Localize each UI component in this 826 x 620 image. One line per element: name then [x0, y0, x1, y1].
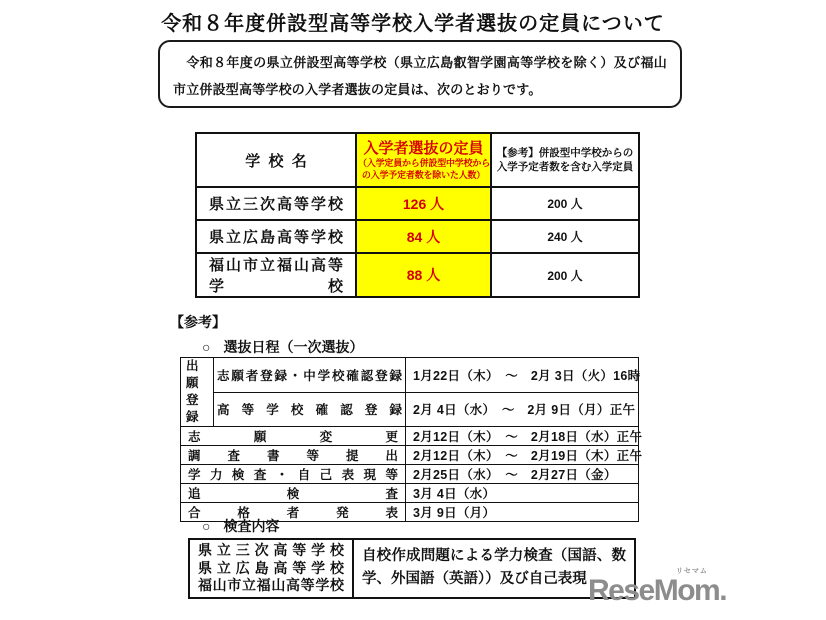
- resemom-logo-text: ReseMom.: [588, 574, 727, 607]
- resemom-logo-ruby: リセマム: [676, 568, 708, 575]
- schedule-step-label: 追検査: [181, 484, 406, 503]
- schedule-row: [181, 446, 639, 465]
- schedule-step-date: 2月 4日（水） ～ 2月 9日（月）正午: [406, 392, 639, 427]
- quota-table-row: [196, 253, 639, 297]
- reference-header-line1: 【参考】併設型中学校からの: [496, 147, 634, 159]
- schedule-step-label: 高等学校確認登録: [214, 392, 406, 427]
- quota-header-note-line2: の入学予定者数を除いた人数）: [361, 169, 486, 180]
- reference-section-label: 【参考】: [170, 314, 226, 330]
- school-name-cell: 福山市立福山高等学校: [196, 253, 356, 297]
- schedule-heading-label: 選抜日程（一次選抜）: [223, 339, 364, 355]
- schedule-step-date: 3月 4日（水）: [406, 484, 639, 503]
- quota-table-header-row: [196, 133, 639, 187]
- schedule-step-date: 2月25日（水） ～ 2月27日（金）: [406, 465, 639, 484]
- reference-value-cell: 240 人: [491, 220, 639, 253]
- schedule-step-date: 1月22日（木） ～ 2月 3日（火）16時: [406, 358, 639, 393]
- exam-school-name: 福山市立福山高等学校: [198, 577, 344, 593]
- schedule-step-label: 志願変更: [181, 427, 406, 446]
- quota-header-note-line1: （入学定員から併設型中学校から: [358, 158, 491, 168]
- reference-value-cell: 200 人: [491, 187, 639, 220]
- schedule-row: [181, 465, 639, 484]
- schedule-step-label: 合格者発表: [181, 503, 406, 522]
- schedule-step-label: 志願者登録・中学校確認登録: [214, 358, 406, 393]
- quota-value-cell: 126 人: [356, 187, 491, 220]
- exam-schools-cell: [189, 539, 353, 598]
- schedule-section-heading: [202, 337, 363, 357]
- intro-box: [158, 40, 682, 108]
- quota-table-row: [196, 220, 639, 253]
- quota-value-cell: 88 人: [356, 253, 491, 297]
- school-name-cell: 県立広島高等学校: [196, 220, 356, 253]
- circle-bullet-icon: ○: [202, 518, 211, 534]
- exam-school-name: 県立三次高等学校: [198, 542, 344, 558]
- quota-table-header-reference: [491, 133, 639, 187]
- school-name-cell: 県立三次高等学校: [196, 187, 356, 220]
- resemom-logo: [588, 568, 728, 606]
- schedule-step-date: 2月12日（木） ～ 2月19日（木）正午: [406, 446, 639, 465]
- quota-table-header-school: 学校名: [196, 133, 356, 187]
- schedule-row-applicant-registration: [181, 358, 639, 393]
- quota-table-row: [196, 187, 639, 220]
- schedule-row: [181, 427, 639, 446]
- quota-header-title: 入学者選抜の定員: [363, 140, 484, 157]
- exam-heading-label: 検査内容: [223, 518, 280, 534]
- exam-school-name: 県立広島高等学校: [198, 559, 344, 576]
- schedule-table: [180, 357, 643, 522]
- exam-section-heading: [202, 516, 279, 536]
- intro-text: 令和８年度の県立併設型高等学校（県立広島叡智学園高等学校を除く）及び福山市立併設型高等学校の入学者選抜の定員は、次のとおりです。: [173, 55, 667, 97]
- schedule-step-label: 調査書等提出: [181, 446, 406, 465]
- schedule-step-date: 3月 9日（月）: [406, 503, 639, 522]
- quota-table-header-quota: [356, 133, 491, 187]
- registration-label-line2: 登録: [186, 393, 199, 424]
- schedule-step-date: 2月12日（木） ～ 2月18日（水）正午: [406, 427, 639, 446]
- page-title: 令和８年度併設型高等学校入学者選抜の定員について: [161, 13, 665, 35]
- circle-bullet-icon: ○: [202, 339, 211, 355]
- registration-label-line1: 出願: [186, 359, 199, 390]
- exam-table-row: [189, 539, 635, 598]
- reference-header-line2: 入学予定者数を含む入学定員: [496, 161, 634, 173]
- schedule-row-school-confirmation: [181, 392, 639, 427]
- quota-table: [195, 132, 640, 298]
- schedule-step-label: 学力検査・自己表現等: [181, 465, 406, 484]
- exam-content-table: [188, 538, 636, 599]
- exam-content-cell: 自校作成問題による学力検査（国語、数学、外国語（英語））及び自己表現: [353, 539, 635, 598]
- reference-value-cell: 200 人: [491, 253, 639, 297]
- application-registration-cell: [181, 358, 214, 427]
- schedule-row: [181, 484, 639, 503]
- quota-value-cell: 84 人: [356, 220, 491, 253]
